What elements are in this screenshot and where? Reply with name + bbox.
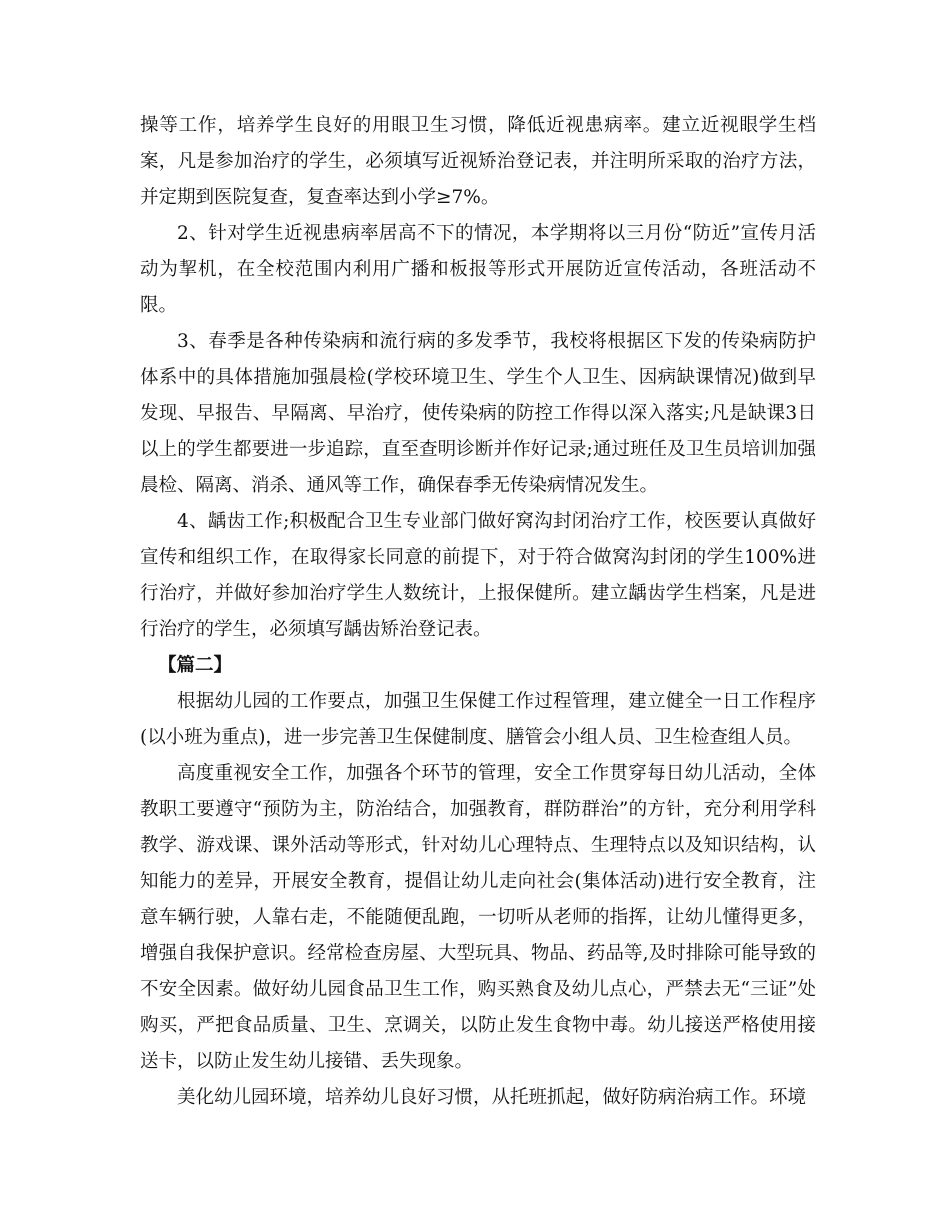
paragraph-safety-work: 高度重视安全工作，加强各个环节的管理，安全工作贯穿每日幼儿活动，全体教职工要遵守“预防为主，防治结合，加强教育，群防群治”的方针，充分利用学科教学、游戏课、课外活动等形式，针对幼儿心理特点、生理特点以及知识结构，认知能力的差异，开展安全教育，提倡让幼儿走向社会(集体活动)进行安全教育，注意车辆行驶，人靠右走，不能随便乱跑，一切听从老师的指挥，让幼儿懂得更多，增强自我保护意识。经常检查房屋、大型玩具、物品、药品等,及时排除可能导致的不安全因素。做好幼儿园食品卫生工作，购买熟食及幼儿点心，严禁去无“三证”处购买，严把食品质量、卫生、烹调关，以防止发生食物中毒。幼儿接送严格使用接送卡，以防止发生幼儿接错、丢失现象。 <box>140 763 816 1072</box>
section-heading-part-two: 【篇二】 <box>158 655 233 676</box>
document-page <box>140 108 816 1116</box>
paragraph-item-4-dental-caries: 4、龋齿工作;积极配合卫生专业部门做好窝沟封闭治疗工作，校医要认真做好宣传和组织工作，在取得家长同意的前提下，对于符合做窝沟封闭的学生100%进行治疗，并做好参加治疗学生人数统计，上报保健所。建立龋齿学生档案，凡是进行治疗的学生，必须填写龋齿矫治登记表。 <box>140 511 816 640</box>
paragraph-kindergarten-work-points: 根据幼儿园的工作要点，加强卫生保健工作过程管理，建立健全一日工作程序(以小班为重点)，进一步完善卫生保健制度、膳管会小组人员、卫生检查组人员。 <box>140 691 816 748</box>
paragraph-item-3-infectious-disease: 3、春季是各种传染病和流行病的多发季节，我校将根据区下发的传染病防护体系中的具体措施加强晨检(学校环境卫生、学生个人卫生、因病缺课情况)做到早发现、早报告、早隔离、早治疗，使传染病的防控工作得以深入落实;凡是缺课3日以上的学生都要进一步追踪，直至查明诊断并作好记录;通过班任及卫生员培训加强晨检、隔离、消杀、通风等工作，确保春季无传染病情况发生。 <box>140 331 816 496</box>
paragraph-continued-myopia: 操等工作，培养学生良好的用眼卫生习惯，降低近视患病率。建立近视眼学生档案，凡是参加治疗的学生，必须填写近视矫治登记表，并注明所采取的治疗方法，并定期到医院复查，复查率达到小学≥7%。 <box>140 115 816 208</box>
paragraph-item-2-myopia-campaign: 2、针对学生近视患病率居高不下的情况，本学期将以三月份“防近”宣传月活动为挈机，在全校范围内利用广播和板报等形式开展防近宣传活动，各班活动不限。 <box>140 223 816 316</box>
paragraph-environment: 美化幼儿园环境，培养幼儿良好习惯，从托班抓起，做好防病治病工作。环境 <box>177 1087 807 1108</box>
